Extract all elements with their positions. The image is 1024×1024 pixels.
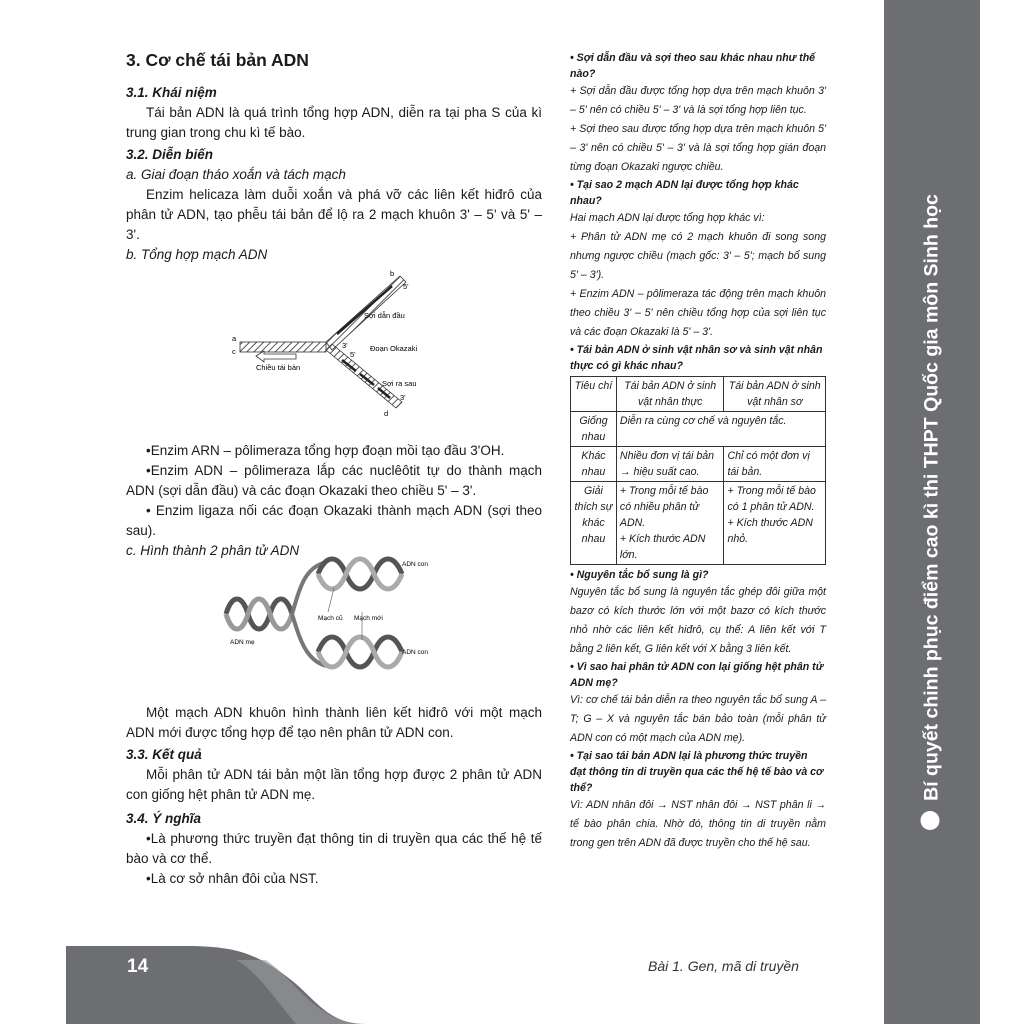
paragraph-3-3: Mỗi phân tử ADN tái bản một lần tổng hợp được 2 phân tử ADN con giống hệt phân tử ADN mẹ. <box>126 767 542 802</box>
question-3: • Tái bản ADN ở sinh vật nhân sơ và sinh vật nhân thực có gì khác nhau? <box>570 344 823 372</box>
table-cell: Diễn ra cùng cơ chế và nguyên tắc. <box>616 412 825 447</box>
right-column <box>570 50 826 853</box>
side-tab <box>884 0 1024 1024</box>
answer-2-0: Hai mạch ADN lại được tổng hợp khác vì: <box>570 212 765 224</box>
daughter-helix-top <box>318 559 402 589</box>
question-2: • Tại sao 2 mạch ADN lại được tổng hợp khác nhau? <box>570 179 799 207</box>
label-lagging: Sợi ra sau <box>382 379 417 388</box>
pointer-line <box>328 588 334 612</box>
label-5-mid: 5' <box>350 350 356 359</box>
daughter-dna-diagram <box>222 548 458 676</box>
leading-strand-line <box>337 286 392 334</box>
cell-line: + Trong mỗi tế bào có nhiều phân tử ADN. <box>619 485 709 529</box>
bullet-4: •Là phương thức truyền đạt thông tin di truyền qua các thế hệ tế bào và cơ thể. <box>126 831 542 866</box>
subsection-3-1: 3.1. Khái niệm <box>126 85 217 100</box>
label-direction: Chiều tái bản <box>256 363 301 372</box>
heading-a: a. Giai đoạn tháo xoắn và tách mạch <box>126 167 346 182</box>
replication-fork-diagram <box>222 270 462 418</box>
bullet-2: •Enzim ADN – pôlimeraza lắp các nuclêôtit tự do thành mạch ADN (sợi dẫn đầu) và các đoạn Okazaki theo chiều 5' – 3'. <box>126 463 542 498</box>
table-row <box>571 412 826 447</box>
answer-6: Vì: ADN nhân đôi → NST nhân đôi → NST phân li → tế bào phân chia. Nhờ đó, thông tin di truyền nằm trong gen trên ADN đã được truyền cho thế hệ sau. <box>570 799 826 849</box>
subsection-3-3: 3.3. Kết quả <box>126 747 202 762</box>
answer-1-2: + Sợi theo sau được tổng hợp dựa trên mạch khuôn 5' – 3' nên có chiều 5' – 3' và là sợi tổng hợp gián đoạn từng đoạn Okazaki ngược chiều. <box>570 123 826 173</box>
question-4: • Nguyên tắc bổ sung là gì? <box>570 569 709 581</box>
question-6: • Tại sao tái bản ADN lại là phương thức truyền đạt thông tin di truyền qua các thế hệ tế bào và cơ thể? <box>570 750 824 794</box>
side-title <box>921 12 944 1012</box>
bullet-dot-icon <box>921 811 940 830</box>
side-band <box>884 0 980 1024</box>
answer-4: Nguyên tắc bổ sung là nguyên tắc ghép đôi giữa một bazơ có kích thước lớn với một bazơ có kích thước nhỏ nhờ các liên kết hiđrô, cụ thể: A liên kết với T bằng 2 liên kết, G liên kết với X bằng 3 liên kết. <box>570 586 826 655</box>
label-mach-moi: Mạch mới <box>354 615 383 622</box>
page-number: 14 <box>127 956 149 977</box>
table-row <box>571 447 826 482</box>
label-adn-con-bottom: ADN con <box>402 649 429 656</box>
table-cell: Giống nhau <box>571 412 617 447</box>
bullet-1: •Enzim ARN – pôlimeraza tổng hợp đoạn mồi tạo đầu 3'OH. <box>146 443 505 458</box>
table-cell: Chỉ có một đơn vị tái bản. <box>724 447 826 482</box>
label-b: b <box>390 270 395 278</box>
heading-b: b. Tổng hợp mạch ADN <box>126 247 268 262</box>
table-cell: Tái bản ADN ở sinh vật nhân thực <box>616 377 724 412</box>
cell-line: + Kích thước ADN nhỏ. <box>727 517 813 545</box>
bottom-band <box>66 940 884 1024</box>
paragraph-c: Một mạch ADN khuôn hình thành liên kết hiđrô với một mạch ADN mới được tổng hợp để tạo nên phân tử ADN con. <box>126 705 542 740</box>
question-1: • Sợi dẫn đầu và sợi theo sau khác nhau như thế nào? <box>570 52 816 80</box>
table-cell <box>724 482 826 565</box>
cell-line: + Trong mỗi tế bào có 1 phân tử ADN. <box>727 485 816 513</box>
label-d: d <box>384 409 389 418</box>
subsection-3-2: 3.2. Diễn biến <box>126 147 214 162</box>
answer-1-1: + Sợi dẫn đầu được tổng hợp dựa trên mạch khuôn 3' – 5' nên có chiều 5' – 3' và là sợi tổng hợp liên tục. <box>570 85 826 116</box>
label-leading: Sợi dẫn đầu <box>364 311 405 320</box>
bullet-5: •Là cơ sở nhân đôi của NST. <box>146 871 319 886</box>
table-cell <box>616 482 724 565</box>
table-cell: Tiêu chí <box>571 377 617 412</box>
daughter-helix-bottom <box>318 637 402 667</box>
answer-2-1: + Phân tử ADN mẹ có 2 mạch khuôn đi song song nhưng ngược chiều (mạch gốc: 3' – 5'; mạch bổ sung 5' – 3'). <box>570 231 826 281</box>
label-3-bot: 3' <box>400 393 406 402</box>
label-a: a <box>232 334 237 343</box>
parent-helix <box>226 599 292 629</box>
left-margin <box>0 0 66 1024</box>
label-adn-con-top: ADN con <box>402 561 429 568</box>
label-mach-cu: Mạch cũ <box>318 615 343 622</box>
answer-2-2: + Enzim ADN – pôlimeraza tác động trên mạch khuôn theo chiều 3' – 5' nên chiều tổng hợp của sợi liên tục và các đoạn Okazaki là 5' – 3'. <box>570 288 826 338</box>
label-5-top: 5' <box>403 282 409 291</box>
table-row <box>571 377 826 412</box>
table-cell: Nhiều đơn vị tái bản → hiệu suất cao. <box>616 447 724 482</box>
answer-5: Vì: cơ chế tái bản diễn ra theo nguyên tắc bổ sung A – T; G – X và nguyên tắc bán bảo toàn (mỗi phân tử ADN con có một mạch của ADN mẹ). <box>570 694 826 744</box>
subsection-3-4: 3.4. Ý nghĩa <box>126 811 202 826</box>
label-adn-me: ADN mẹ <box>230 639 255 646</box>
paragraph-3-1: Tái bản ADN là quá trình tổng hợp ADN, diễn ra tại pha S của kì trung gian trong chu kì tế bào. <box>126 105 542 140</box>
table-cell: Tái bản ADN ở sinh vật nhân sơ <box>724 377 826 412</box>
bullet-3: • Enzim ligaza nối các đoạn Okazaki thành mạch ADN (sợi theo sau). <box>126 503 542 538</box>
heading-c: c. Hình thành 2 phân tử ADN <box>126 543 300 558</box>
table-cell: Khác nhau <box>571 447 617 482</box>
question-5: • Vì sao hai phân tử ADN con lại giống hệt phân tử ADN mẹ? <box>570 661 824 689</box>
stem-duplex <box>240 342 326 352</box>
paragraph-a: Enzim helicaza làm duỗi xoắn và phá vỡ các liên kết hiđrô của phân tử ADN, tạo phễu tái bản để lộ ra 2 mạch khuôn 3' – 5' và 5' – 3'. <box>126 187 542 242</box>
label-okazaki: Đoạn Okazaki <box>370 344 418 353</box>
section-title: 3. Cơ chế tái bản ADN <box>126 50 309 70</box>
arrow-left-icon <box>256 351 296 362</box>
label-3-mid: 3' <box>342 341 348 350</box>
side-title-text: Bí quyết chinh phục điểm cao kì thi THPT Quốc gia môn Sinh học <box>920 194 943 801</box>
table-cell: Giải thích sự khác nhau <box>571 482 617 565</box>
cell-line: + Kích thước ADN lớn. <box>619 533 706 561</box>
left-column <box>126 50 542 889</box>
running-title: Bài 1. Gen, mã di truyền <box>648 958 799 974</box>
label-c: c <box>232 347 236 356</box>
table-row <box>571 482 826 565</box>
comparison-table <box>570 376 826 565</box>
